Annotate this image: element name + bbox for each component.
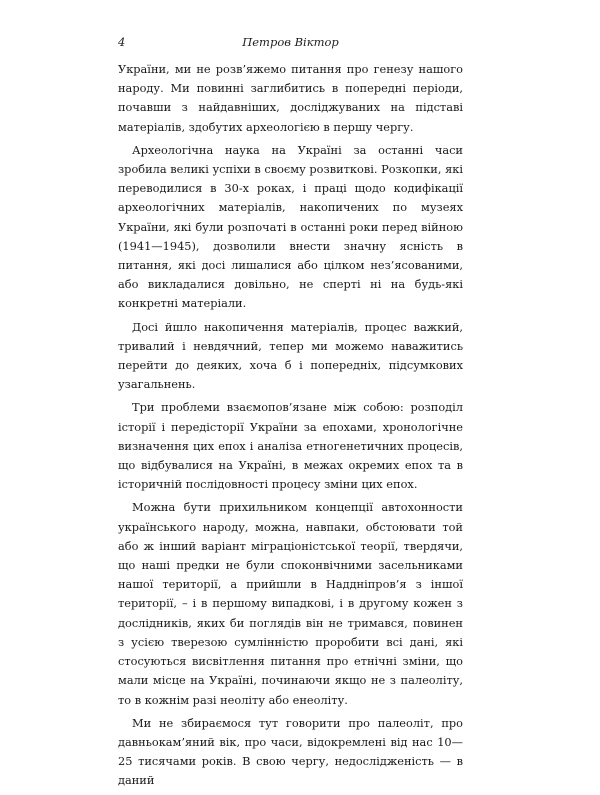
- running-title: Петров Віктор: [242, 35, 339, 49]
- paragraph-1: України, ми не розв’яжемо питання про генезу нашого народу. Ми повинні заглибитись в попередні періоди, почавши з найдавніших, досліджуваних на підставі матеріалів, здобутих археологією в першу чергу.: [118, 62, 463, 134]
- page-header: [118, 35, 463, 53]
- paragraph-3: Досі йшло накопичення матеріалів, процес важкий, тривалий і невдячний, тепер ми можемо наважитись перейти до деяких, хоча б і попередніх, підсумкових узагальнень.: [118, 319, 463, 392]
- paragraph-4: Три проблеми взаємопов’язане між собою: розподіл історії і передісторії України за епохами, хронологічне визначення цих епох і аналіза етногенетичних процесів, що відбувалися на Україні, в межах окремих епох та в історичній послідовності процесу зміни цих епох.: [118, 400, 463, 492]
- paragraph-5: Можна бути прихильником концепції автохонности українського народу, можна, навпаки, обстоювати той або ж інший варіант міграціоністської теорії, твердячи, що наші предки не були споконвічними засельниками нашої території, а прийшли в Наддніпров’я з іншої території, – і в першому випадкові, і в другому кожен з дослідників, яких би поглядів він не тримався, повинен з усією тверезою сумлінністю проробити всі дані, які стосуються висвітлення питання про етнічні зміни, що мали місце на Україні, починаючи якщо не з палеоліту, то в кожнім разі неоліту або енеоліту.: [118, 500, 463, 707]
- page-body: [118, 60, 463, 795]
- paragraph-6: Ми не збираємося тут говорити про палеоліт, про давньокам’яний вік, про часи, відокремлені від нас 10—25 тисячами років. В свою чергу, недослідженість — в даний: [118, 715, 463, 788]
- paragraph-2: Археологічна наука на Україні за останні часи зробила великі успіхи в своєму розвиткові. Розкопки, які переводилися в 30-х роках, і праці щодо кодифікації археологічних матеріалів, накопичених по музеях України, які були розпочаті в останні роки перед війною (1941—1945), дозволили внести значну ясність в питання, які досі лишалися або цілком нез’ясованими, або викладалися довільно, не сперті ні на будь-які конкретні матеріали.: [118, 142, 463, 311]
- page-number: 4: [118, 35, 126, 49]
